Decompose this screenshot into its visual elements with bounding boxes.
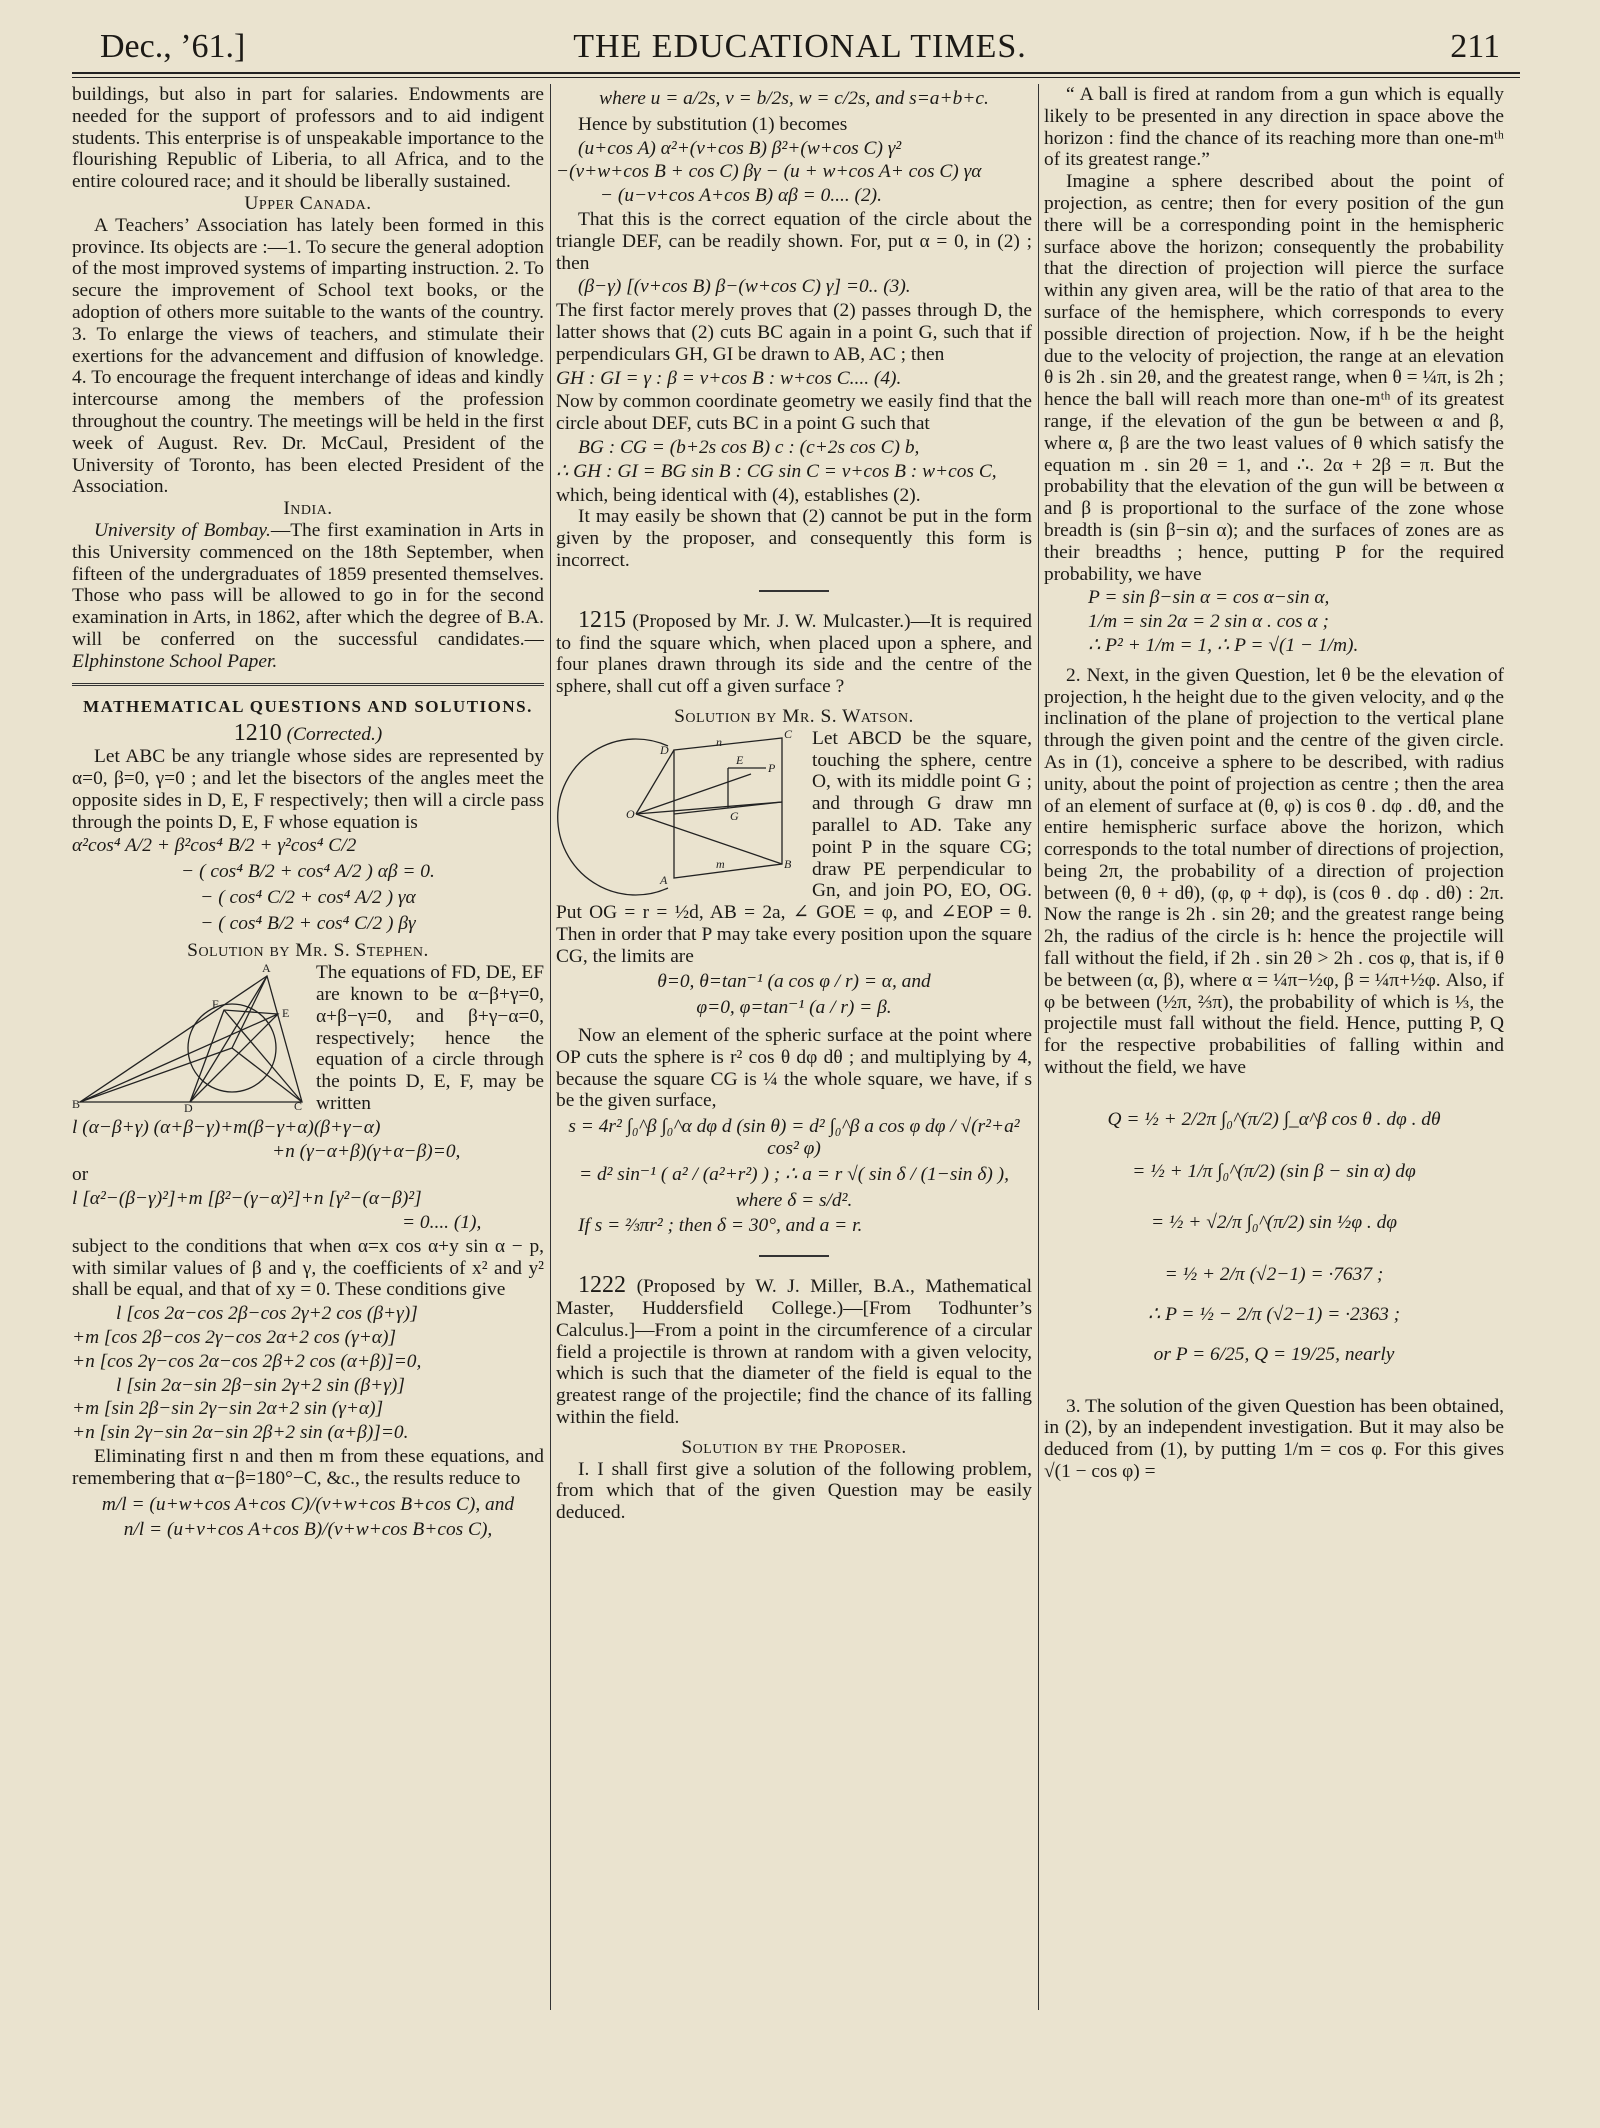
equation: +m [cos 2β−cos 2γ−cos 2α+2 cos (γ+α)]: [72, 1327, 396, 1349]
equation: m/l = (u+w+cos A+cos C)/(v+w+cos B+cos C), and: [101, 1493, 515, 1515]
equation: 1/m = sin 2α = 2 sin α . cos α ;: [1088, 611, 1329, 633]
paragraph: I. I shall first give a solution of the following problem, from which that of the given Question may be easily deduced.: [556, 1458, 1032, 1524]
equation: l [sin 2α−sin 2β−sin 2γ+2 sin (β+γ)]: [116, 1374, 405, 1396]
paragraph: Hence by substitution (1) becomes: [578, 113, 848, 135]
paragraph: A Teachers’ Association has lately been formed in this province. Its objects are :—1. To secure the general adoption of the most improved systems of imparting instruction. 2. To secure the improvement of School text books, or the adoption of others more suitable to the wants of the country. 3. To enlarge the views of teachers, and stimulate their exertions for the advancement and diffusion of knowledge. 4. To encourage the frequent interchange of ideas and kindly intercourse among the members of the profession throughout the country. The meetings will be held in the first week of August. Rev. Dr. McCaul, President of the University of Toronto, has been elected President of the Association.: [72, 214, 544, 498]
equation: l (α−β+γ) (α+β−γ)+m(β−γ+α)(β+γ−α): [72, 1116, 381, 1138]
equation: l [α²−(β−γ)²]+m [β²−(γ−α)²]+n [γ²−(α−β)²]: [72, 1188, 422, 1210]
equation: BG : CG = (b+2s cos B) c : (c+2s cos C) b,: [578, 436, 920, 458]
equation: where δ = s/d².: [735, 1189, 853, 1211]
paragraph: buildings, but also in part for salaries. Endowments are needed for the support of professors and to aid indigent students. This enterprise is of unspeakable importance to the flourishing Republic of Liberia, to all Africa, and to the entire coloured race; and it should be liberally sustained.: [72, 84, 544, 193]
paragraph: Imagine a sphere described about the point of projection, as centre; then for every position of the gun there will be a corresponding point in the hemispheric surface above the horizon; consequently the probability that the direction of projection will pierce the surface within any given area, will be the ratio of that area to the surface of the hemisphere, which corresponds to every possible direction of projection. Now, if h be the height due to the velocity of projection, the range at an elevation θ is 2h . sin 2θ, and the greatest range, when θ = ¼π, is 2h ; hence the ball will reach more than one-mᵗʰ of its greatest range, if the elevation of the gun be between α and β, where α, β are the two least values of θ which satisfy the equation m . sin 2θ = 1, and ∴. 2α + 2β = π. But the probability that the elevation of the gun will be between α and β is proportional to the surface of the zone whose breadth is (sin β−sin α); and the surfaces of zones are as their breadths ; hence, putting P for the required probability, we have: [1044, 171, 1504, 585]
question-number: 1215: [578, 606, 626, 633]
column-middle: [556, 84, 1032, 2084]
page-number: 211: [1450, 28, 1500, 65]
equation: ∴ P = ½ − 2/π (√2−1) = ·2363 ;: [1147, 1304, 1401, 1326]
header-rule-thin: [72, 77, 1520, 78]
equation: φ=0, φ=tan⁻¹ (a / r) = β.: [696, 997, 892, 1019]
equation: α²cos⁴ A/2 + β²cos⁴ B/2 + γ²cos⁴ C/2: [72, 835, 357, 857]
equation: = d² sin⁻¹ ( a² / (a²+r²) ) ; ∴ a = r √( sin δ / (1−sin δ) ),: [579, 1163, 1009, 1185]
italic-text: University of Bombay.: [94, 519, 271, 541]
equation: ∴ P² + 1/m = 1, ∴ P = √(1 − 1/m).: [1088, 634, 1359, 656]
svg-text:D: D: [660, 742, 669, 757]
equation: (β−γ) [(v+cos B) β−(w+cos C) γ] =0.. (3).: [578, 276, 911, 298]
svg-text:B: B: [784, 856, 792, 871]
equation: +n [cos 2γ−cos 2α−cos 2β+2 cos (α+β)]=0,: [72, 1350, 422, 1372]
solution-heading: Solution by Mr. S. Watson.: [674, 705, 914, 727]
column-left: [72, 84, 544, 2084]
equation: = ½ + √2/π ∫₀^(π/2) sin ½φ . dφ: [1150, 1212, 1398, 1234]
paragraph: Now an element of the spheric surface at the point where OP cuts the sphere is r² cos θ dφ dθ ; and multiplying by 4, because the square CG is ¼ the whole square, we have, if s be the given surface,: [556, 1025, 1032, 1112]
equation: ∴ GH : GI = BG sin B : CG sin C = v+cos B : w+cos C,: [556, 460, 997, 482]
svg-text:G: G: [730, 808, 739, 823]
question-number: 1222: [578, 1272, 626, 1299]
svg-text:n: n: [716, 734, 722, 749]
svg-text:E: E: [736, 752, 744, 767]
paragraph: 2. Next, in the given Question, let θ be the elevation of projection, h the height due to the given velocity, and φ the inclination of the plane of projection to the vertical plane through the given point and the centre of the given circle. As in (1), conceive a sphere to be described, with radius unity, about the point of projection as centre ; then the area of an element of surface at (θ, φ) is cos θ . dφ . dθ, and the entire hemispheric surface above the horizon, which corresponds to the total number of directions of projection, being 2π, the probability of a direction of projection between (θ, θ + dθ), (φ, φ + dφ), is (cos θ . dφ . dθ) : 2π. Now the range is 2h . sin 2θ; and the greatest range being 2h, the radius of the circle is h: hence the projectile will fall without the field, if 2h . sin 2θ > 2h . cos φ, that is, if θ be between (α, β), where α = ¼π−½φ, β = ¼π+½φ. Also, if φ be between (½π, ⅔π), the probability of which is ⅓, the projectile must fall without the field. Hence, putting P, Q for the respective probabilities of falling within and without the field, we have: [1044, 664, 1504, 1079]
equation: If s = ⅔πr² ; then δ = 30°, and a = r.: [578, 1215, 863, 1237]
column-divider: [550, 84, 551, 2010]
equation: l [cos 2α−cos 2β−cos 2γ+2 cos (β+γ)]: [116, 1303, 418, 1325]
equation: s = 4r² ∫₀^β ∫₀^α dφ d (sin θ) = d² ∫₀^β a cos φ dφ / √(r²+a² cos² φ): [568, 1116, 1020, 1160]
equation: +m [sin 2β−sin 2γ−sin 2α+2 sin (γ+α)]: [72, 1398, 384, 1420]
separator-rule: [759, 1255, 829, 1257]
triangle-figure: [72, 962, 310, 1112]
equation: +n [sin 2γ−sin 2α−sin 2β+2 sin (α+β)]=0.: [72, 1422, 409, 1444]
separator-rule: [759, 590, 829, 592]
sphere-square-figure: [556, 728, 806, 896]
section-heading: Upper Canada.: [244, 192, 372, 214]
svg-text:A: A: [262, 962, 271, 976]
svg-text:D: D: [184, 1101, 193, 1113]
paragraph: subject to the conditions that when α=x cos α+y sin α − p, with similar values of β and γ, the coefficients of x² and y² shall be equal, and that of xy = 0. These conditions give: [72, 1235, 544, 1301]
svg-text:P: P: [768, 760, 776, 775]
paragraph: That this is the correct equation of the circle about the triangle DEF, can be readily shown. For, put α = 0, in (2) ; then: [556, 208, 1032, 274]
svg-text:C: C: [784, 727, 793, 741]
equation: θ=0, θ=tan⁻¹ (a cos φ / r) = α, and: [657, 971, 931, 993]
question-number: 1210 (Corrected.): [233, 720, 383, 747]
header-rule: [72, 72, 1520, 74]
running-header: [100, 28, 1500, 68]
equation: = ½ + 1/π ∫₀^(π/2) (sin β − sin α) dφ: [1132, 1160, 1416, 1182]
column-right: [1044, 84, 1504, 2084]
paragraph: It may easily be shown that (2) cannot be put in the form given by the proposer, and consequently this form is incorrect.: [556, 506, 1032, 571]
paragraph: The first factor merely proves that (2) passes through D, the latter shows that (2) cuts BC again in a point G, such that if perpendiculars GH, GI be drawn to AB, AC ; then: [556, 300, 1032, 365]
paragraph: 3. The solution of the given Question has been obtained, in (2), by an independent investigation. But it may also be deduced from (1), by putting 1/m = cos φ. For this gives √(1 − cos φ) =: [1044, 1395, 1504, 1483]
equation: −(v+w+cos B + cos C) βγ − (u + w+cos A+ cos C) γα: [556, 161, 982, 183]
question-text: 1222 (Proposed by W. J. Miller, B.A., Mathematical Master, Huddersfield College.)—[From Todhunter’s Calculus.]—From a point in the circumference of a circular field a projectile is thrown at random with a given velocity, which is such that the diameter of the field is equal to the greatest range of the projectile; find the chance of its falling within the field.: [556, 1272, 1032, 1429]
source-citation: Elphinstone School Paper.: [72, 650, 278, 672]
connector-text: or: [72, 1164, 89, 1186]
svg-text:B: B: [72, 1097, 81, 1112]
solution-text: Let ABCD be the square, touching the sphere, centre O, with its middle point G ; and through G draw mn parallel to AD. Take any point P in the square CG; draw PE perpendicular to Gn, and join PO, EO, OG. Put OG = r = ½d, AB = 2a, ∠ GOE = φ, and ∠EOP = θ. Then in order that P may take every position upon the square CG, the limits are: [556, 727, 1032, 967]
section-heading: India.: [283, 498, 333, 520]
solution-heading: Solution by the Proposer.: [681, 1436, 907, 1458]
equation: (u+cos A) α²+(v+cos B) β²+(w+cos C) γ²: [578, 137, 902, 159]
equation: = ½ + 2/π (√2−1) = ·7637 ;: [1164, 1264, 1384, 1286]
equation: GH : GI = γ : β = v+cos B : w+cos C.... (4).: [556, 367, 902, 389]
question-text: 1215 (Proposed by Mr. J. W. Mulcaster.)—It is required to find the square which, when placed upon a sphere, and four planes drawn through its side and the centre of the sphere, shall cut off a given surface ?: [556, 606, 1032, 698]
equation: where u = a/2s, v = b/2s, w = c/2s, and s=a+b+c.: [599, 88, 989, 109]
equation: − ( cos⁴ B/2 + cos⁴ A/2 ) αβ = 0.: [181, 861, 435, 883]
column-divider: [1038, 84, 1039, 2010]
paragraph: “ A ball is fired at random from a gun which is equally likely to be presented in any direction in space above the horizon : find the chance of its reaching more than one-mᵗʰ of its greatest range.”: [1044, 84, 1504, 171]
equation: +n (γ−α+β)(γ+α−β)=0,: [272, 1140, 461, 1162]
equation: P = sin β−sin α = cos α−sin α,: [1088, 587, 1330, 609]
svg-text:E: E: [282, 1006, 290, 1021]
issue-date: Dec., ’61.]: [100, 28, 246, 65]
paragraph-text: —The first examination in Arts in this University commenced on the 18th September, when fifteen of the undergraduates of 1859 presented themselves. Those who pass will be allowed to go in for the second examination in Arts, in 1862, after which the degree of B.A. will be conferred on the successful candidates.—: [72, 519, 544, 650]
section-heading: MATHEMATICAL QUESTIONS AND SOLUTIONS.: [83, 696, 533, 716]
svg-text:m: m: [716, 856, 725, 871]
question-text: Let ABC be any triangle whose sides are represented by α=0, β=0, γ=0 ; and let the bisectors of the angles meet the opposite sides in D, E, F respectively; then will a circle pass through the points D, E, F whose equation is: [72, 746, 544, 833]
paragraph: Now by common coordinate geometry we easily find that the circle about DEF, cuts BC in a point G such that: [556, 391, 1032, 435]
equation: − ( cos⁴ B/2 + cos⁴ C/2 ) βγ: [200, 912, 416, 934]
svg-text:F: F: [212, 997, 219, 1012]
equation: Q = ½ + 2/2π ∫₀^(π/2) ∫_α^β cos θ . dφ . dθ: [1107, 1108, 1441, 1130]
section-rule: [72, 683, 544, 686]
journal-title: THE EDUCATIONAL TIMES.: [573, 28, 1027, 65]
equation: − ( cos⁴ C/2 + cos⁴ A/2 ) γα: [200, 886, 416, 908]
paragraph: [72, 520, 544, 673]
solution-heading: Solution by Mr. S. Stephen.: [187, 940, 429, 962]
equation: n/l = (u+v+cos A+cos B)/(v+w+cos B+cos C),: [123, 1519, 493, 1541]
svg-text:O: O: [626, 806, 635, 821]
svg-text:C: C: [294, 1099, 303, 1113]
equation: or P = 6/25, Q = 19/25, nearly: [1153, 1343, 1395, 1365]
equation: − (u−v+cos A+cos B) αβ = 0.... (2).: [600, 185, 882, 207]
solution-text: The equations of FD, DE, EF are known to be α−β+γ=0, α+β−γ=0, and β+γ−α=0, respectively; hence the equation of a circle through the points D, E, F, may be written: [316, 962, 544, 1115]
paragraph: which, being identical with (4), establishes (2).: [556, 484, 921, 506]
paragraph: Eliminating first n and then m from these equations, and remembering that α−β=180°−C, &c., the results reduce to: [72, 1446, 544, 1489]
svg-text:A: A: [660, 872, 668, 887]
equation: = 0.... (1),: [402, 1212, 482, 1234]
